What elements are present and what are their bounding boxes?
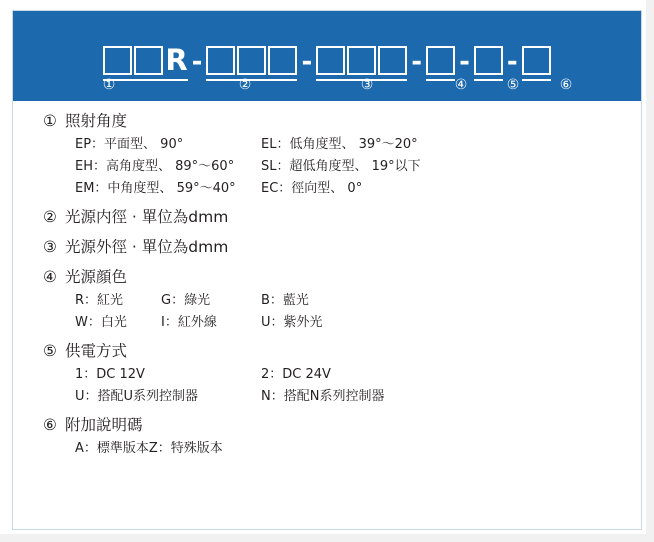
option-mid: I：紅外線 xyxy=(161,315,217,330)
option-right: 2：DC 24V xyxy=(261,367,331,382)
section-power-supply xyxy=(13,341,641,408)
code-box xyxy=(134,46,163,75)
spacer xyxy=(13,200,641,207)
section-irradiation-angle xyxy=(13,111,641,200)
code-group-3 xyxy=(315,46,408,75)
section-options xyxy=(13,364,641,408)
section-title-text: 供電方式 xyxy=(65,342,128,360)
code-group-6 xyxy=(521,46,552,75)
code-box xyxy=(268,46,297,75)
legend-body xyxy=(13,101,641,529)
section-title xyxy=(13,415,641,435)
code-marker-1: ① xyxy=(102,77,116,93)
code-group-1 xyxy=(102,43,188,77)
option-left: 1：DC 12V xyxy=(75,367,145,382)
option-row xyxy=(75,364,641,386)
option-right: B：藍光 xyxy=(261,293,309,308)
option-row xyxy=(75,438,641,460)
section-title-text: 光源顔色 xyxy=(65,268,128,286)
code-marker-4: ④ xyxy=(454,77,468,93)
code-separator: - xyxy=(411,47,423,77)
code-boxes-row xyxy=(13,31,641,75)
option-left: R：紅光 xyxy=(75,293,124,308)
section-title-text: 光源外徑 · 單位為dmm xyxy=(65,238,229,256)
option-right: EC：徑向型、 0° xyxy=(261,181,363,196)
option-left: EM：中角度型、 59°～40° xyxy=(75,181,236,196)
section-inner-diameter xyxy=(13,207,641,227)
option-row xyxy=(75,312,641,334)
code-box xyxy=(237,46,266,75)
spacer xyxy=(13,334,641,341)
section-title xyxy=(13,341,641,361)
option-left: U：搭配U系列控制器 xyxy=(75,389,199,404)
option-left: EH：高角度型、 89°～60° xyxy=(75,159,235,174)
option-right: EL：低角度型、 39°～20° xyxy=(261,137,418,152)
section-light-color xyxy=(13,267,641,334)
section-additional-code xyxy=(13,415,641,460)
code-header xyxy=(13,11,641,101)
section-marker: ① xyxy=(43,112,57,130)
code-box xyxy=(206,46,235,75)
code-marker-row xyxy=(13,73,641,95)
option-mid: G：綠光 xyxy=(161,293,211,308)
option-right: N：搭配N系列控制器 xyxy=(261,389,385,404)
section-title-text: 光源内徑 · 單位為dmm xyxy=(65,208,229,226)
section-options xyxy=(13,438,641,460)
option-row xyxy=(75,178,641,200)
code-group-5 xyxy=(473,46,504,75)
code-box xyxy=(316,46,345,75)
code-marker-5: ⑤ xyxy=(506,77,520,93)
section-marker: ⑥ xyxy=(43,416,57,434)
option-row xyxy=(75,386,641,408)
code-r-label: R xyxy=(165,43,188,77)
spacer xyxy=(13,260,641,267)
spacer xyxy=(13,230,641,237)
part-number-card xyxy=(12,10,642,530)
section-marker: ③ xyxy=(43,238,57,256)
option-left: A：標準版本Z：特殊版本 xyxy=(75,441,223,456)
option-row xyxy=(75,290,641,312)
section-options xyxy=(13,290,641,334)
section-title xyxy=(13,207,641,227)
option-left: EP：平面型、 90° xyxy=(75,137,184,152)
code-box xyxy=(474,46,503,75)
section-options xyxy=(13,134,641,200)
code-marker-3: ③ xyxy=(360,77,374,93)
spacer xyxy=(13,408,641,415)
option-left: W：白光 xyxy=(75,315,127,330)
code-group-2 xyxy=(205,46,298,75)
section-marker: ② xyxy=(43,208,57,226)
section-marker: ⑤ xyxy=(43,342,57,360)
code-group-4 xyxy=(425,46,456,75)
code-separator: - xyxy=(191,47,203,77)
code-separator: - xyxy=(301,47,313,77)
section-title xyxy=(13,237,641,257)
code-separator: - xyxy=(506,47,518,77)
section-outer-diameter xyxy=(13,237,641,257)
option-row xyxy=(75,156,641,178)
code-marker-2: ② xyxy=(238,77,252,93)
section-title-text: 附加說明碼 xyxy=(65,416,143,434)
section-title xyxy=(13,267,641,287)
section-title xyxy=(13,111,641,131)
page-bottom-edge xyxy=(0,534,654,542)
code-box xyxy=(426,46,455,75)
code-separator: - xyxy=(459,47,470,77)
section-marker: ④ xyxy=(43,268,57,286)
option-right: SL：超低角度型、 19°以下 xyxy=(261,159,421,174)
section-title-text: 照射角度 xyxy=(65,112,128,130)
code-box xyxy=(103,46,132,75)
page-right-edge xyxy=(646,0,654,542)
option-row xyxy=(75,134,641,156)
code-box xyxy=(378,46,407,75)
code-box xyxy=(347,46,376,75)
code-box xyxy=(522,46,551,75)
code-marker-6: ⑥ xyxy=(559,77,573,93)
option-right: U：紫外光 xyxy=(261,315,323,330)
